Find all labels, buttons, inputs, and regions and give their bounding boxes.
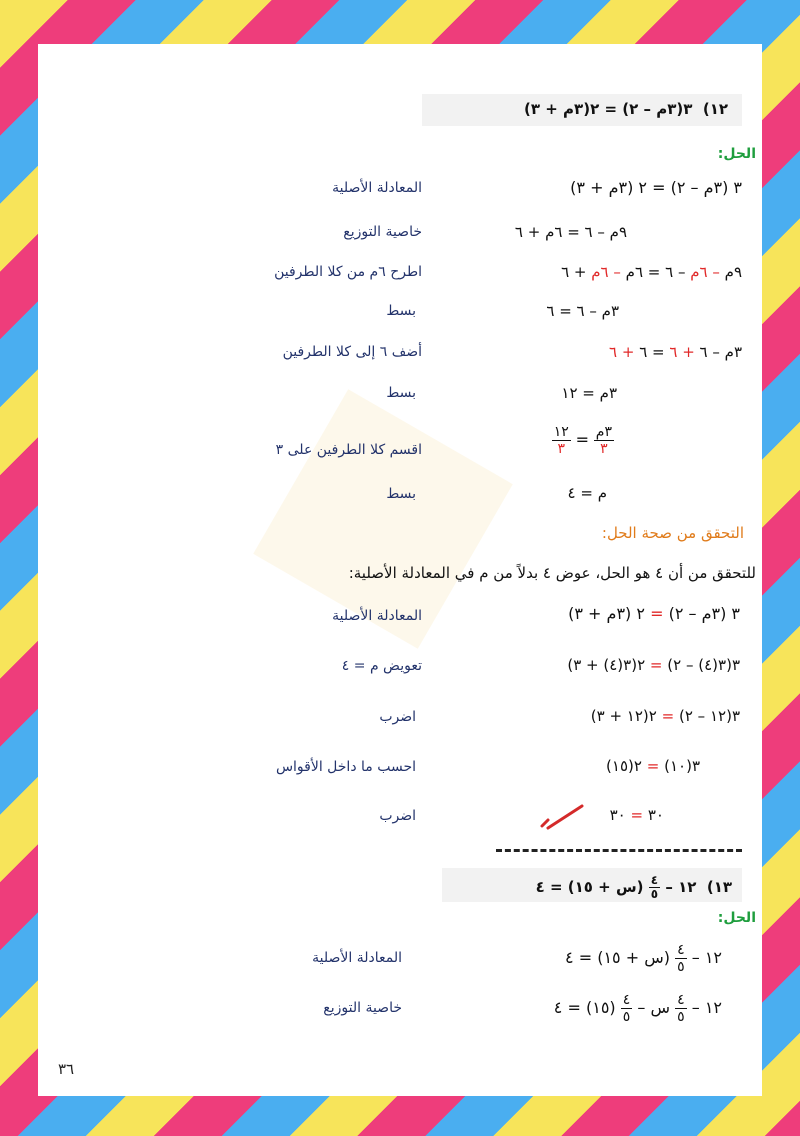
check-left: ٣(١٠) [664, 757, 700, 775]
checkmark-icon [538, 802, 588, 832]
step-3-part: ٩م [719, 263, 742, 281]
problem-13-number: ١٣) [706, 878, 732, 896]
equals-sign: = [630, 806, 644, 824]
p13-step-1-math [565, 942, 722, 975]
step-6-label: بسط [386, 385, 416, 401]
check-right: ٢(٣(٤) + ٣) [567, 656, 646, 674]
check-left: ٣ (٣م – ٢) [668, 604, 740, 623]
check-left: ٣٠ [647, 806, 664, 824]
p13-part: (١٥) = ٤ [553, 998, 616, 1017]
problem-13-part-a: ١٢ – [665, 878, 697, 896]
p13-step-2-math [554, 992, 722, 1025]
fraction-right [552, 424, 571, 457]
step-6-math: ٣م = ١٢ [561, 384, 617, 402]
fraction-left [594, 424, 614, 457]
p13-part: ١٢ – [691, 948, 722, 967]
step-5-red-part: + ٦ [609, 343, 635, 361]
check-title: التحقق من صحة الحل: [601, 524, 744, 542]
fraction-denominator: ٣ [557, 441, 566, 457]
solution-label: الحل: [717, 146, 756, 162]
problem-13-fraction [649, 874, 660, 901]
check-5-math [610, 806, 664, 824]
page [38, 44, 762, 1096]
step-3-part: – ٦ = ٦م [620, 263, 691, 281]
step-7-label: اقسم كلا الطرفين على ٣ [275, 442, 422, 458]
equals-sign: = [650, 604, 664, 623]
step-2-math: ٩م – ٦ = ٦م + ٦ [514, 223, 627, 241]
fraction-numerator: ٤ [650, 873, 659, 887]
fraction-denominator: ٣ [600, 441, 608, 457]
fraction-numerator: ٤ [677, 942, 685, 958]
check-left: ٣(١٢ – ٢) [678, 707, 740, 725]
check-intro: للتحقق من أن ٤ هو الحل، عوض ٤ بدلاً من م في المعادلة الأصلية: [348, 564, 756, 582]
check-1-label: المعادلة الأصلية [332, 608, 422, 624]
p13-part: (س + ١٥) = ٤ [565, 948, 670, 967]
step-5-label: أضف ٦ إلى كلا الطرفين [282, 344, 422, 360]
check-4-math [606, 757, 700, 775]
check-2-label: تعويض م = ٤ [341, 658, 422, 674]
step-3-math [561, 263, 742, 281]
section-divider [496, 849, 742, 852]
step-8-label: بسط [386, 486, 416, 502]
step-5-part: = ٦ [634, 343, 670, 361]
step-3-red-part: – ٦م [591, 263, 621, 281]
step-5-part: ٣م – ٦ [694, 343, 742, 361]
p13-step-2-label: خاصية التوزيع [323, 1000, 402, 1016]
p13-fraction [675, 992, 687, 1025]
step-3-label: اطرح ٦م من كلا الطرفين [274, 264, 422, 280]
step-4-math: ٣م – ٦ = ٦ [546, 302, 619, 320]
check-3-math [591, 707, 740, 725]
problem-12-equation: ٣(٣م – ٢) = ٢(٣م + ٣) [524, 100, 693, 118]
problem-12-number: ١٢) [702, 100, 728, 118]
step-3-red-part: – ٦م [690, 263, 720, 281]
problem-13-heading [536, 874, 732, 901]
page-number: ٣٦ [58, 1060, 75, 1078]
step-4-label: بسط [386, 303, 416, 319]
step-8-math: م = ٤ [567, 484, 607, 502]
fraction-numerator: ٤ [622, 992, 631, 1008]
p13-step-1-label: المعادلة الأصلية [312, 950, 402, 966]
check-left: ٣(٣(٤) – ٢) [667, 656, 740, 674]
fraction-numerator: ١٢ [553, 424, 569, 440]
fraction-denominator: ٥ [677, 959, 685, 975]
problem-12-heading [524, 100, 728, 118]
check-3-label: اضرب [379, 709, 416, 725]
check-right: ٢(١٥) [606, 757, 642, 775]
equals-sign: = [661, 707, 675, 725]
fraction-denominator: ٥ [677, 1009, 685, 1025]
fraction-denominator: ٥ [622, 1009, 631, 1025]
step-2-label: خاصية التوزيع [343, 224, 422, 240]
equals-sign: = [646, 757, 660, 775]
check-4-label: احسب ما داخل الأقواس [275, 759, 416, 775]
fraction-numerator: ٤ [677, 992, 685, 1008]
solution-label-13: الحل: [717, 910, 756, 926]
step-5-red-part: + ٦ [669, 343, 695, 361]
problem-13-box [442, 868, 742, 902]
check-right: ٣٠ [609, 806, 626, 824]
fraction-numerator: ٣م [595, 424, 612, 440]
step-1-math: ٣ (٣م – ٢) = ٢ (٣م + ٣) [570, 178, 742, 197]
check-5-label: اضرب [379, 808, 416, 824]
step-1-label: المعادلة الأصلية [332, 180, 422, 196]
check-right: ٢(١٢ + ٣) [590, 707, 657, 725]
p13-part: س – [637, 998, 670, 1017]
check-right: ٢ (٣م + ٣) [568, 604, 645, 623]
step-7-math [552, 424, 614, 457]
equals-sign: = [575, 430, 590, 449]
check-2-math [567, 656, 740, 674]
step-3-part: + ٦ [561, 263, 592, 281]
equals-sign: = [649, 656, 663, 674]
fraction-denominator: ٥ [650, 887, 659, 901]
problem-13-part-b: (س + ١٥) = ٤ [535, 878, 644, 896]
check-1-math [568, 604, 740, 623]
problem-12-box [422, 94, 742, 126]
p13-fraction [675, 942, 687, 975]
p13-fraction [621, 992, 633, 1025]
p13-part: ١٢ – [691, 998, 722, 1017]
step-5-math [609, 343, 742, 361]
